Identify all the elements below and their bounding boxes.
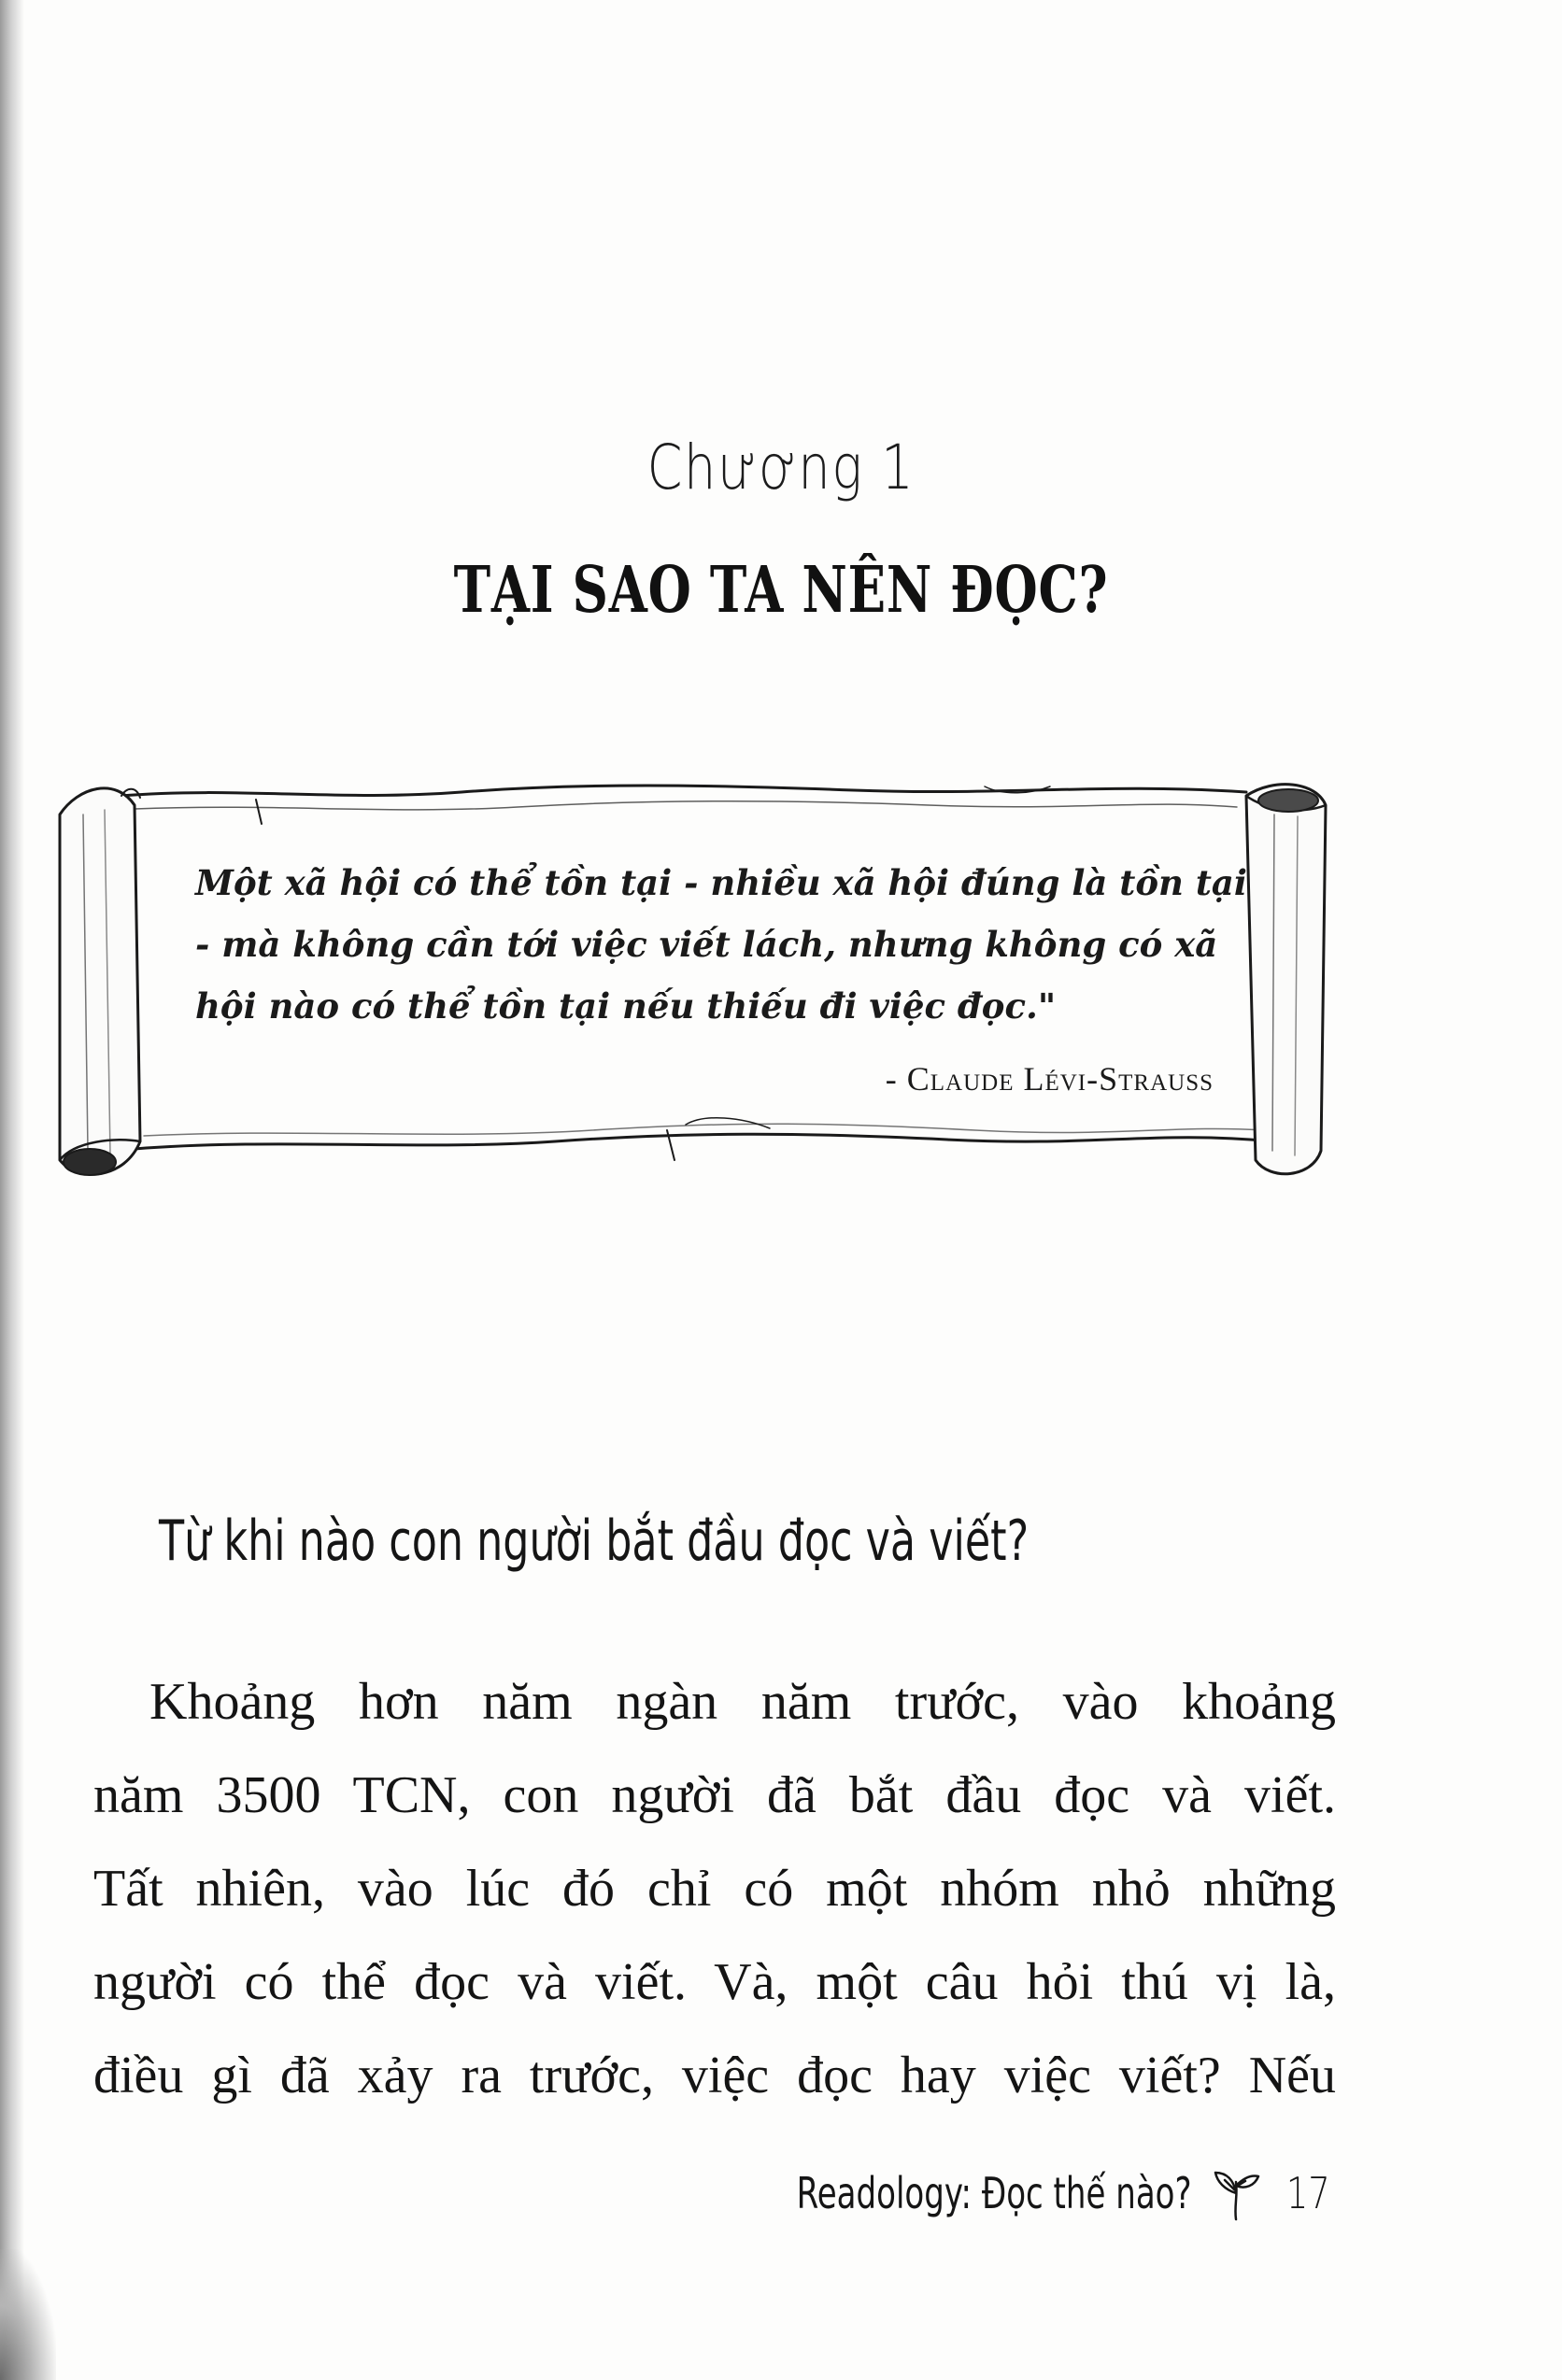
chapter-title: TẠI SAO TA NÊN ĐỌC? — [453, 553, 1109, 628]
scan-edge-shadow — [0, 0, 24, 2380]
body-line: Tất nhiên, vào lúc đó chỉ có một nhóm nhỏ những — [93, 1860, 1336, 1918]
quote-scroll — [32, 758, 1358, 1197]
page-footer — [658, 2165, 1336, 2221]
scan-edge-blot — [0, 2249, 56, 2380]
quote-author: - Claude Lévi-Strauss — [885, 1060, 1214, 1098]
body-line: điều gì đã xảy ra trước, việc đọc hay việc viết? Nếu — [93, 2047, 1336, 2104]
chapter-label: Chương 1 — [646, 432, 916, 503]
body-paragraph — [93, 1655, 1336, 2122]
sprout-icon — [1212, 2165, 1260, 2221]
body-line: năm 3500 TCN, con người đã bắt đầu đọc và viết. — [93, 1766, 1336, 1824]
running-title: Readology: Đọc thế nào? — [796, 2168, 1192, 2218]
body-line: Khoảng hơn năm ngàn năm trước, vào khoảng — [149, 1673, 1336, 1731]
section-heading: Từ khi nào con người bắt đầu đọc và viết? — [159, 1509, 1030, 1574]
body-line: người có thể đọc và viết. Và, một câu hỏi thú vị là, — [93, 1953, 1336, 2011]
page-number: 17 — [1286, 2168, 1331, 2218]
quote-text: Một xã hội có thể tồn tại - nhiều xã hội đúng là tồn tại - mà không cần tới việc viết lách, nhưng không có xã hội nào có thể tồn tại nếu thiếu đi việc đọc." — [195, 862, 1247, 1027]
